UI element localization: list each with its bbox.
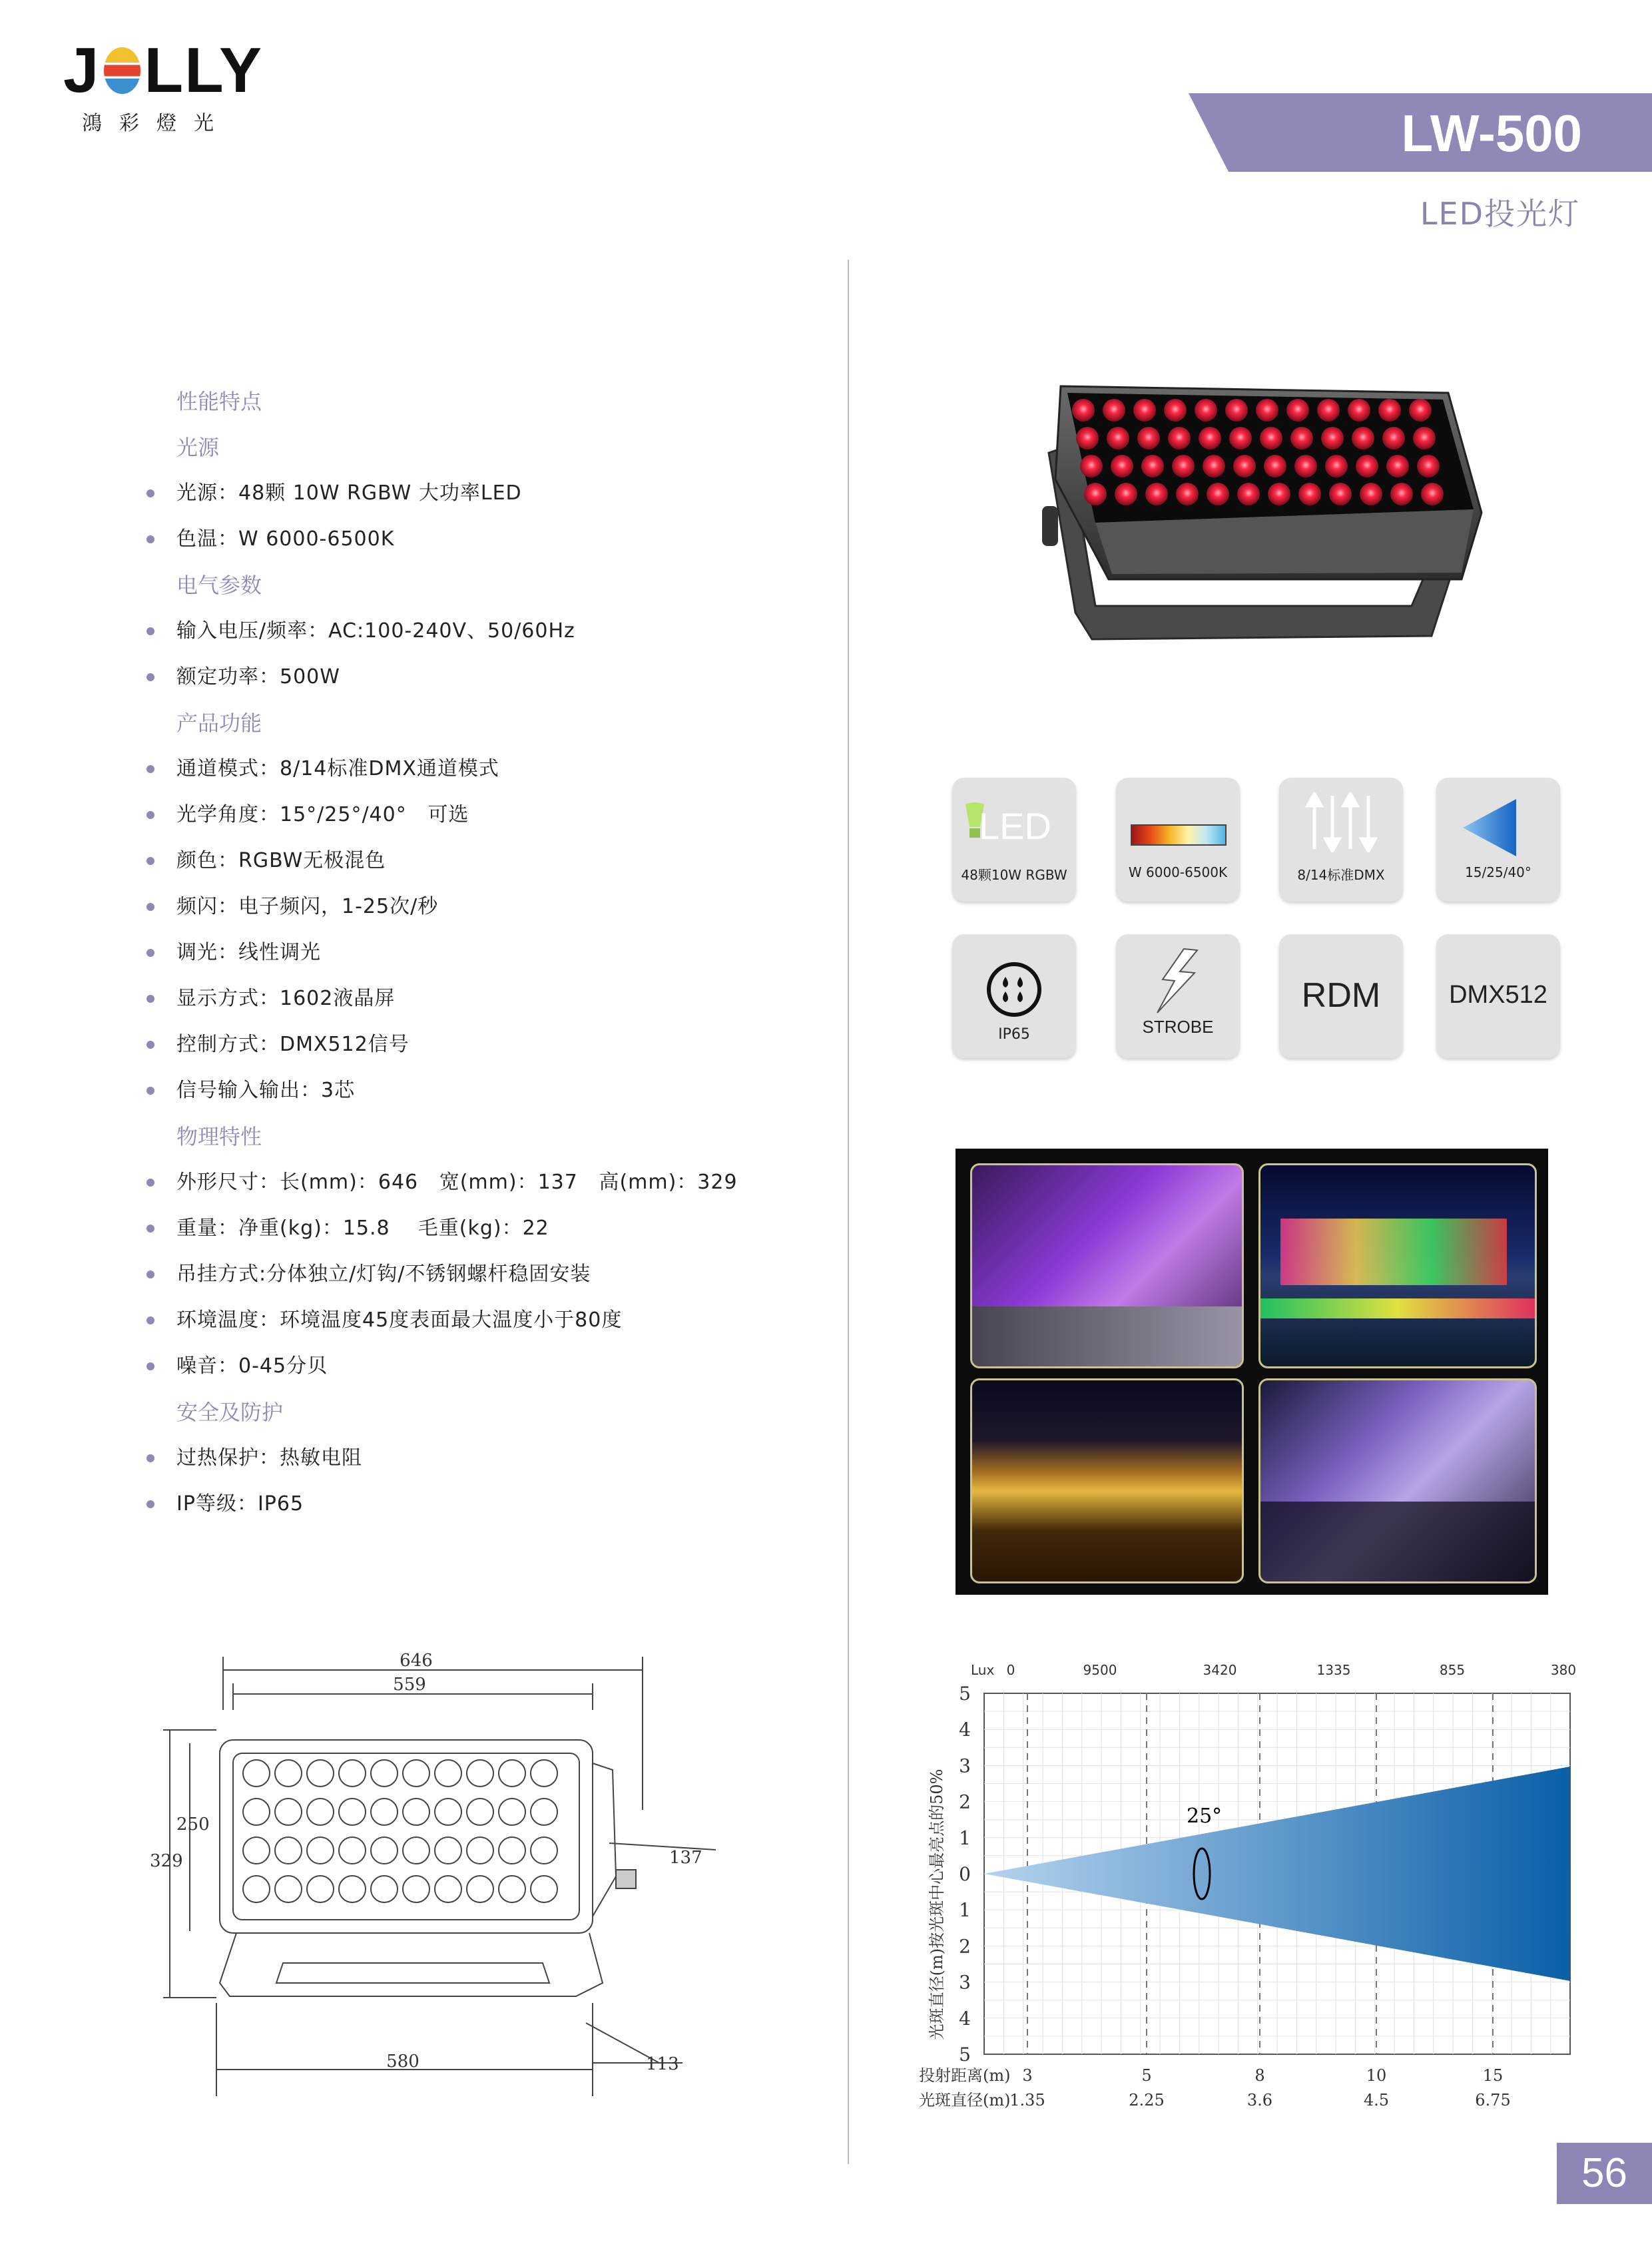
bullet-icon (146, 1316, 154, 1324)
rdm-label: RDM (1301, 976, 1381, 1015)
drawing-led (467, 1837, 493, 1864)
spec-text: IP等级：IP65 (176, 1492, 304, 1516)
bullet-icon (146, 1454, 154, 1462)
spec-section-heading (146, 429, 839, 475)
bullet-icon (146, 765, 154, 773)
led-lens (1378, 399, 1401, 421)
drawing-led (339, 1837, 366, 1864)
distance-value: 10 (1366, 2066, 1387, 2085)
spec-text: 光源 (176, 435, 220, 460)
bullet-icon (146, 1041, 154, 1049)
y-tick-label: 5 (959, 2044, 971, 2066)
led-lens (1164, 399, 1187, 421)
diameter-value: 1.35 (1009, 2091, 1045, 2109)
bullet-icon (146, 1087, 154, 1095)
product-subtitle: LED投光灯 (1420, 196, 1580, 232)
led-lens (1080, 455, 1103, 477)
spec-item (146, 796, 839, 842)
bullet-icon (146, 1225, 154, 1233)
diameter-value: 6.75 (1475, 2091, 1511, 2109)
led-lens (1137, 427, 1160, 449)
diameter-label: 光斑直径(m) (919, 2091, 1011, 2109)
spec-item (146, 1072, 839, 1118)
spec-text: 输入电压/频率：AC:100-240V、50/60Hz (176, 619, 575, 643)
y-tick-label: 4 (959, 1719, 971, 1741)
y-tick-label: 4 (959, 2007, 971, 2030)
y-tick-label: 2 (959, 1791, 971, 1813)
bullet-icon (146, 1270, 154, 1278)
y-tick-label: 0 (959, 1863, 971, 1885)
drawing-led (307, 1760, 334, 1787)
lux-value: 1335 (1316, 1662, 1351, 1678)
spec-item (146, 934, 839, 980)
led-lens (1207, 483, 1229, 505)
spec-item (146, 659, 839, 704)
drawing-led (435, 1837, 461, 1864)
led-lens (1413, 427, 1436, 449)
led-lens (1382, 427, 1405, 449)
y-axis-label: 光斑直径(m)按光斑中心最亮点的50% (928, 1769, 946, 2040)
spec-item (146, 613, 839, 659)
color-temp-bar-icon (1131, 824, 1227, 846)
drawing-led (467, 1799, 493, 1825)
led-lens (1103, 399, 1125, 421)
dim-250: 250 (176, 1815, 210, 1834)
spec-text: 环境温度：环境温度45度表面最大温度小于80度 (176, 1308, 623, 1332)
drawing-led (403, 1837, 429, 1864)
led-lens (1237, 483, 1260, 505)
led-lens (1141, 455, 1164, 477)
bullet-icon (146, 1179, 154, 1187)
beam-angle-icon (1456, 798, 1540, 858)
led-lens (1286, 399, 1309, 421)
logo-letters-lly: LLY (144, 35, 263, 106)
spec-text: 通道模式：8/14标准DMX通道模式 (176, 757, 499, 780)
drawing-led (435, 1876, 461, 1902)
led-lens (1321, 427, 1344, 449)
x-axis-values (1009, 2066, 1510, 2109)
spec-text: 光学角度：15°/25°/40° 可选 (176, 803, 469, 826)
lux-value: 855 (1439, 1662, 1466, 1678)
distance-value: 8 (1254, 2066, 1265, 2085)
spec-text: 吊挂方式:分体独立/灯钩/不锈钢螺杆稳固安装 (176, 1262, 591, 1286)
bullet-icon (146, 1362, 154, 1370)
led-word: LED (979, 805, 1051, 847)
drawing-led (435, 1799, 461, 1825)
drawing-led (371, 1799, 398, 1825)
led-lens (1348, 399, 1370, 421)
brand-logo (63, 35, 263, 139)
spec-section-heading (146, 1394, 839, 1440)
distance-value: 15 (1482, 2066, 1504, 2085)
dim-559: 559 (393, 1675, 426, 1695)
spec-text: 额定功率：500W (176, 665, 340, 689)
y-tick-label: 1 (959, 1899, 971, 1922)
dim-580: 580 (386, 2052, 419, 2072)
logo-chinese-name: 鴻彩燈光 (82, 112, 231, 135)
drawing-led (243, 1799, 270, 1825)
lux-values (1007, 1662, 1576, 1678)
app-photo-palace (970, 1378, 1244, 1583)
spec-text: 信号输入输出：3芯 (176, 1079, 356, 1102)
drawing-led (403, 1799, 429, 1825)
drawing-led (499, 1760, 525, 1787)
drawing-led (499, 1837, 525, 1864)
spec-text: 外形尺寸：长(mm)：646 宽(mm)：137 高(mm)：329 (176, 1171, 738, 1194)
lux-value: 380 (1550, 1662, 1577, 1678)
diameter-value: 2.25 (1129, 2091, 1165, 2109)
spec-text: 频闪：电子频闪，1-25次/秒 (176, 895, 439, 918)
drawing-led (275, 1837, 302, 1864)
bullet-icon (146, 995, 154, 1003)
drawing-led (403, 1760, 429, 1787)
led-lens (1229, 427, 1252, 449)
spec-text: 过热保护：热敏电阻 (176, 1446, 362, 1470)
led-lens (1168, 427, 1191, 449)
drawing-led (339, 1876, 366, 1902)
drawing-led (275, 1799, 302, 1825)
app-photo-palms (1258, 1378, 1537, 1583)
led-lens (1352, 427, 1374, 449)
spec-text: 光源：48颗 10W RGBW 大功率LED (176, 481, 522, 505)
drawing-led (531, 1876, 557, 1902)
dmx512-label: DMX512 (1449, 981, 1547, 1009)
beam-angle-label: 25° (1187, 1805, 1223, 1828)
drawing-led (467, 1876, 493, 1902)
led-lens (1076, 427, 1099, 449)
distance-value: 5 (1141, 2066, 1152, 2085)
channel-arrows-icon (1304, 792, 1378, 852)
led-lens (1390, 483, 1413, 505)
spec-item (146, 980, 839, 1026)
spec-text: 物理特性 (176, 1124, 262, 1149)
logo-sun-icon (104, 47, 140, 94)
spec-text: 性能特点 (176, 389, 262, 414)
led-lens (1145, 483, 1168, 505)
dmx-label: 8/14标准DMX (1297, 867, 1385, 883)
spec-text: 色温：W 6000-6500K (176, 527, 395, 551)
drawing-led (371, 1760, 398, 1787)
spec-item (146, 1164, 839, 1210)
led-lens (1268, 483, 1290, 505)
led-lens (1199, 427, 1221, 449)
spec-section-heading (146, 704, 839, 750)
bullet-icon (146, 857, 154, 865)
led-lens (1356, 455, 1378, 477)
led-lens (1329, 483, 1352, 505)
drawing-led (531, 1799, 557, 1825)
waterproof-icon (985, 961, 1043, 1018)
led-lens (1195, 399, 1217, 421)
lux-value: 0 (1006, 1662, 1015, 1678)
drawing-led (371, 1876, 398, 1902)
page-number: 56 (1581, 2150, 1627, 2196)
spec-item (146, 1302, 839, 1348)
spec-item (146, 842, 839, 888)
led-lens (1203, 455, 1225, 477)
spec-item (146, 750, 839, 796)
led-lens (1256, 399, 1278, 421)
technical-drawing (150, 1650, 742, 2116)
lightning-icon (1151, 948, 1204, 1014)
drawing-led (307, 1837, 334, 1864)
bullet-icon (146, 1500, 154, 1508)
drawing-led (243, 1760, 270, 1787)
led-lens (1072, 399, 1095, 421)
spec-item (146, 1256, 839, 1302)
spec-item (146, 1026, 839, 1072)
cct-label: W 6000-6500K (1128, 864, 1228, 880)
feature-color-temp (1116, 778, 1240, 902)
led-lens (1417, 455, 1440, 477)
bullet-icon (146, 673, 154, 681)
drawing-led (243, 1876, 270, 1902)
drawing-led (435, 1760, 461, 1787)
logo-letter-j: J (63, 35, 101, 106)
feature-strobe (1116, 934, 1240, 1058)
spec-text: 颜色：RGBW无极混色 (176, 849, 386, 872)
led-lens (1290, 427, 1313, 449)
feature-ip65 (952, 934, 1076, 1058)
column-divider (848, 260, 849, 2164)
page-number-box (1557, 2143, 1652, 2204)
led-lens (1133, 399, 1156, 421)
spec-text: 显示方式：1602液晶屏 (176, 987, 396, 1010)
drawing-led (531, 1760, 557, 1787)
y-tick-label: 2 (959, 1935, 971, 1958)
y-tick-labels (959, 1683, 971, 2066)
spec-item (146, 1486, 839, 1532)
lux-label: Lux (971, 1662, 995, 1678)
feature-beam-angle (1436, 778, 1560, 902)
dim-646: 646 (400, 1651, 433, 1671)
led-lens (1107, 427, 1129, 449)
feature-led (952, 778, 1076, 902)
drawing-led (243, 1837, 270, 1864)
led-lens (1264, 455, 1286, 477)
dim-137: 137 (669, 1848, 702, 1868)
led-lens (1421, 483, 1444, 505)
drawing-led (275, 1876, 302, 1902)
lux-value: 9500 (1083, 1662, 1117, 1678)
bullet-icon (146, 627, 154, 635)
led-lens (1225, 399, 1248, 421)
drawing-led (307, 1799, 334, 1825)
lux-value: 3420 (1203, 1662, 1237, 1678)
y-tick-label: 3 (959, 1755, 971, 1777)
led-label: 48颗10W RGBW (961, 867, 1067, 883)
spec-text: 噪音：0-45分贝 (176, 1354, 328, 1378)
spec-list (146, 383, 839, 1532)
led-lens (1386, 455, 1409, 477)
drawing-led (499, 1799, 525, 1825)
led-lens (1409, 399, 1432, 421)
bullet-icon (146, 811, 154, 819)
led-lens (1298, 483, 1321, 505)
led-lens (1260, 427, 1282, 449)
spec-item (146, 1348, 839, 1394)
led-lens (1115, 483, 1137, 505)
spec-text: 调光：线性调光 (176, 941, 321, 964)
y-tick-label: 3 (959, 1971, 971, 1994)
drawing-led (531, 1837, 557, 1864)
drawing-led (339, 1760, 366, 1787)
led-lens (1317, 399, 1340, 421)
dim-329: 329 (150, 1851, 183, 1871)
model-number: LW-500 (1401, 104, 1582, 162)
drawing-led (339, 1799, 366, 1825)
drawing-led (307, 1876, 334, 1902)
led-lens (1294, 455, 1317, 477)
feature-dmx-channels (1279, 778, 1403, 902)
spec-section-heading (146, 567, 839, 613)
spec-text: 重量：净重(kg)：15.8 毛重(kg)：22 (176, 1217, 549, 1240)
spec-text: 控制方式：DMX512信号 (176, 1033, 410, 1056)
feature-dmx512 (1436, 934, 1560, 1058)
beam-chart (906, 1648, 1585, 2114)
led-lens (1325, 455, 1348, 477)
spec-section-heading (146, 383, 839, 429)
drawing-led (403, 1876, 429, 1902)
spec-item (146, 521, 839, 567)
y-tick-label: 5 (959, 1683, 971, 1705)
led-lens (1084, 483, 1107, 505)
feature-rdm (1279, 934, 1403, 1058)
spec-item (146, 1440, 839, 1486)
dim-113: 113 (646, 2054, 679, 2074)
spec-text: 产品功能 (176, 710, 262, 736)
distance-label: 投射距离(m) (919, 2066, 1011, 2085)
distance-value: 3 (1022, 2066, 1033, 2085)
drawing-led (499, 1876, 525, 1902)
spec-section-heading (146, 1118, 839, 1164)
bullet-icon (146, 949, 154, 957)
drawing-led (275, 1760, 302, 1787)
spec-item (146, 888, 839, 934)
bullet-icon (146, 535, 154, 543)
strobe-label: STROBE (1142, 1017, 1214, 1037)
led-lens (1233, 455, 1256, 477)
drawing-led (467, 1760, 493, 1787)
app-photo-wall (970, 1163, 1244, 1368)
led-lens (1360, 483, 1382, 505)
y-tick-label: 1 (959, 1826, 971, 1849)
led-lens (1172, 455, 1195, 477)
application-photos (956, 1149, 1548, 1595)
spec-text: 电气参数 (176, 573, 262, 598)
bullet-icon (146, 489, 154, 497)
diameter-value: 4.5 (1363, 2091, 1390, 2109)
led-lens (1176, 483, 1199, 505)
led-lens (1111, 455, 1133, 477)
app-photo-skyline (1258, 1163, 1537, 1368)
angle-label: 15/25/40° (1465, 864, 1531, 880)
product-photo (1029, 380, 1488, 686)
spec-text: 安全及防护 (176, 1400, 284, 1425)
diameter-value: 3.6 (1246, 2091, 1273, 2109)
spec-item (146, 1210, 839, 1256)
drawing-led-grid (243, 1760, 557, 1902)
ip-label: IP65 (998, 1026, 1030, 1043)
bullet-icon (146, 903, 154, 911)
drawing-led (371, 1837, 398, 1864)
spec-item (146, 475, 839, 521)
